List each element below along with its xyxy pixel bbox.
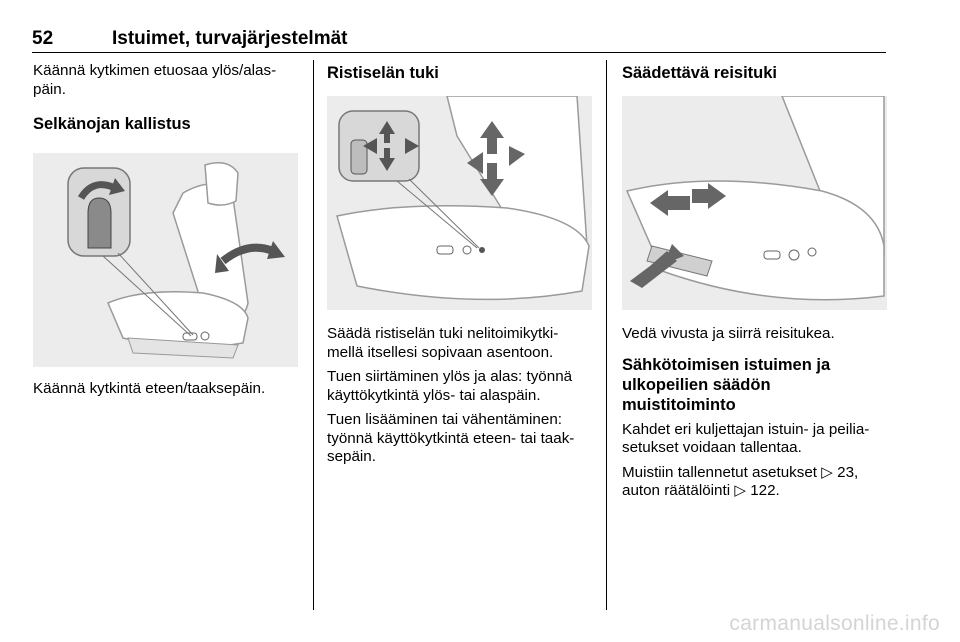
- lumbar-paragraph-3: Tuen lisääminen tai vähentäminen: työnnä käyttökytkintä eteen- tai taak- sepäin.: [327, 411, 575, 465]
- section-heading-lumbar: Ristiselän tuki: [327, 64, 439, 82]
- intro-text: Käännä kytkimen etuosaa ylös/alas- päin.: [33, 62, 277, 98]
- recline-caption: Käännä kytkintä eteen/taaksepäin.: [33, 380, 266, 397]
- page-header: [32, 28, 886, 53]
- lumbar-paragraph-2: Tuen siirtäminen ylös ja alas: työnnä käyttökytkintä ylös- tai alaspäin.: [327, 368, 573, 404]
- seat-recline-illustration: [33, 153, 298, 367]
- page-ref-122[interactable]: 122.: [746, 482, 780, 499]
- column-middle: [327, 62, 593, 467]
- watermark: carmanualsonline.info: [729, 612, 940, 635]
- page-number: 52: [32, 28, 54, 49]
- lumbar-support-illustration: [327, 96, 592, 310]
- column-divider: [606, 60, 607, 610]
- memory-paragraph-1: Kahdet eri kuljettajan istuin- ja peilia- setukset voidaan tallentaa.: [622, 420, 870, 456]
- chapter-title: Istuimet, turvajärjestelmät: [112, 28, 348, 49]
- arrow-ref-icon[interactable]: ▷: [734, 482, 746, 499]
- lumbar-paragraph-1: Säädä ristiselän tuki nelitoimikytki- mellä itsellesi sopivaan asentoon.: [327, 325, 559, 361]
- column-right: [622, 62, 888, 501]
- column-left: [33, 62, 301, 399]
- section-heading-memory: Sähkötoimisen istuimen ja ulkopeilien säädön muistitoiminto: [622, 355, 831, 414]
- thigh-support-illustration: [622, 96, 887, 310]
- arrow-ref-icon[interactable]: ▷: [821, 463, 833, 481]
- thigh-support-text: Vedä vivusta ja siirrä reisitukea.: [622, 325, 835, 342]
- section-heading-recline: Selkänojan kallistus: [33, 115, 191, 133]
- page-ref-23[interactable]: 23,: [832, 463, 859, 481]
- section-heading-thigh-support: Säädettävä reisituki: [622, 64, 777, 82]
- column-divider: [313, 60, 314, 610]
- memory-text-line2: auton räätälöinti: [622, 482, 735, 499]
- memory-text-line1: Muistiin tallennetut asetukset: [622, 463, 822, 481]
- memory-paragraph-2: [622, 464, 888, 501]
